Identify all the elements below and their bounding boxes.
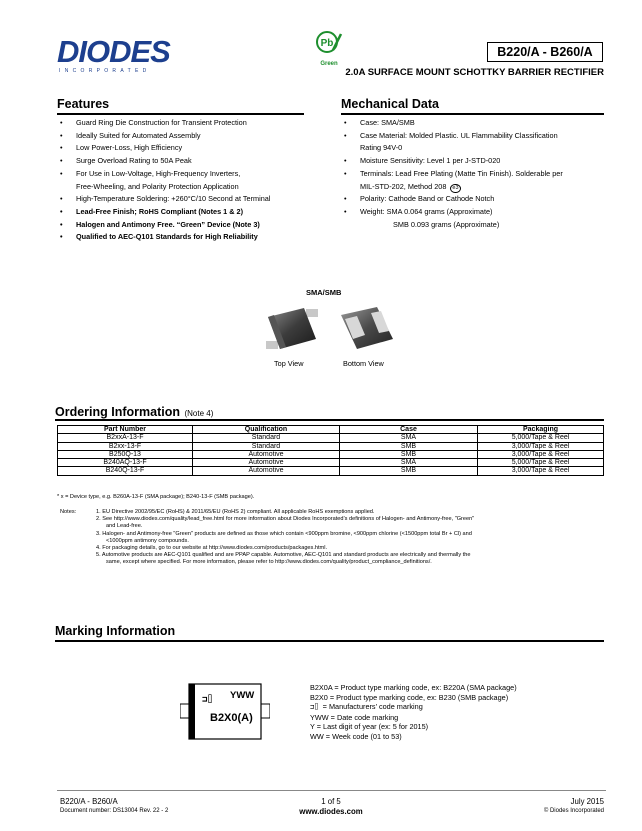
footer-doc-number: Document number: DS13004 Rev. 22 - 2 xyxy=(60,808,169,814)
note-line: and Lead-free. xyxy=(106,523,143,530)
table-cell: B240AQ-13-F xyxy=(58,459,193,467)
table-cell: Standard xyxy=(193,434,340,442)
table-cell: 3,000/Tape & Reel xyxy=(478,450,604,458)
table-cell: B2xxA-13-F xyxy=(58,434,193,442)
feature-item: • Ideally Suited for Automated Assembly xyxy=(57,130,317,143)
footer-page: 1 of 5 xyxy=(321,797,341,806)
table-row xyxy=(58,459,604,467)
feature-item-continuation: Free-Wheeling, and Polarity Protection Application xyxy=(76,181,239,191)
notes-label: Notes: xyxy=(60,509,77,515)
e3-mark: e3 xyxy=(452,184,459,191)
package-label: SMA/SMB xyxy=(306,288,342,297)
ordering-table xyxy=(57,425,604,476)
legend-text: = Manufacturers’ code marking xyxy=(322,702,423,712)
table-cell: 3,000/Tape & Reel xyxy=(478,442,604,450)
bottom-view-caption: Bottom View xyxy=(343,359,384,368)
mechanical-list xyxy=(341,117,606,231)
table-header-row xyxy=(58,426,604,434)
table-cell: B240Q-13-F xyxy=(58,467,193,475)
note-line: same, except where specified. For more information, please refer to http://www.diodes.com/quality/product_compliance_definitions/. xyxy=(106,559,432,566)
legend-line: B2X0A = Product type marking code, ex: B220A (SMA package) xyxy=(310,683,517,692)
table-cell: 3,000/Tape & Reel xyxy=(478,467,604,475)
feature-item: • High-Temperature Soldering: +260°C/10 Second at Terminal xyxy=(57,193,317,206)
ordering-heading: Ordering Information xyxy=(55,405,180,419)
ordering-heading-note: (Note 4) xyxy=(184,409,214,418)
table-cell: Standard xyxy=(193,442,340,450)
footer-copyright: © Diodes Incorporated xyxy=(543,808,604,814)
features-list xyxy=(57,117,317,244)
legend-line: YWW = Date code marking xyxy=(310,712,399,722)
weight-continuation: SMB 0.093 grams (Approximate) xyxy=(393,219,500,229)
feature-item: • Qualified to AEC-Q101 Standards for High Reliability xyxy=(57,231,317,244)
table-cell: SMB xyxy=(340,467,478,475)
feature-item: • For Use in Low-Voltage, High-Frequency Inverters, xyxy=(57,168,317,181)
logo-text: DIODES xyxy=(57,34,170,69)
note-line: 3. Halogen- and Antimony-free "Green" products are defined as those which contain <900ppm bromine, <900ppm chlorine (<1500ppm total Br + Cl) and xyxy=(96,530,472,537)
table-cell: 5,000/Tape & Reel xyxy=(478,459,604,467)
svg-text:⊐⌷: ⊐⌷ xyxy=(202,695,213,705)
part-title: B220/A - B260/A xyxy=(487,42,603,62)
mechanical-item: • Case: SMA/SMB xyxy=(341,117,606,130)
footer-date: July 2015 xyxy=(570,797,604,806)
document-subtitle: 2.0A SURFACE MOUNT SCHOTTKY BARRIER RECTIFIER xyxy=(345,67,604,78)
mechanical-rule xyxy=(341,113,604,115)
mechanical-item: • Case Material: Molded Plastic. UL Flammability Classification xyxy=(341,130,606,143)
legend-line: B2X0 = Product type marking code, ex: B230 (SMB package) xyxy=(310,692,509,702)
marking-heading: Marking Information xyxy=(55,624,176,638)
mechanical-item-continuation xyxy=(341,181,606,194)
column-header: Packaging xyxy=(478,426,604,434)
marking-legend xyxy=(310,683,606,742)
note-line: 4. For packaging details, go to our website at http://www.diodes.com/products/packages.html. xyxy=(96,545,328,552)
footer-part: B220/A - B260/A xyxy=(60,797,118,806)
table-row xyxy=(58,434,604,442)
column-header: Qualification xyxy=(193,426,340,434)
features-heading: Features xyxy=(57,97,110,111)
table-cell: Automotive xyxy=(193,450,340,458)
note-line: 5. Automotive products are AEC-Q101 qualified and are PPAP capable. Automotive, AEC-Q101 and standard products are electrically and thermally the xyxy=(96,552,471,559)
feature-item: • Surge Overload Rating to 50A Peak xyxy=(57,155,317,168)
package-bottom-view-image xyxy=(337,305,397,360)
table-cell: SMA xyxy=(340,459,478,467)
features-rule xyxy=(57,113,304,115)
mechanical-item: • Weight: SMA 0.064 grams (Approximate) xyxy=(341,206,606,219)
device-type-footnote: * x = Device type, e.g. B260A-13-F (SMA package); B240-13-F (SMB package). xyxy=(57,494,255,500)
footer-rule xyxy=(57,790,606,791)
notes-list xyxy=(96,509,606,567)
table-cell: B250Q-13 xyxy=(58,450,193,458)
mil-std-text: MIL-STD-202, Method 208 xyxy=(360,181,447,191)
mechanical-item: • Moisture Sensitivity: Level 1 per J-STD-020 xyxy=(341,155,606,168)
table-cell: Automotive xyxy=(193,459,340,467)
column-header: Case xyxy=(340,426,478,434)
green-label: Green xyxy=(320,61,338,67)
table-cell: SMA xyxy=(340,434,478,442)
table-cell: SMB xyxy=(340,442,478,450)
manufacturer-code-icon: ⊐⌷ xyxy=(310,703,323,712)
table-cell: Automotive xyxy=(193,467,340,475)
marking-rule xyxy=(55,640,604,642)
table-cell: B2xx-13-F xyxy=(58,442,193,450)
ordering-rule xyxy=(55,419,604,421)
mechanical-item: • Terminals: Lead Free Plating (Matte Tin Finish). Solderable per xyxy=(341,168,606,181)
note-line: 2. See http://www.diodes.com/quality/lead_free.html for more information about Diodes Incorporated’s definitions of Halogen- and Antimony-free, "Green" xyxy=(96,516,475,523)
note-line: 1. EU Directive 2002/95/EC (RoHS) & 2011/65/EU (RoHS 2) compliant. All applicable RoHS exemptions applied. xyxy=(96,509,375,515)
feature-item: • Guard Ring Die Construction for Transient Protection xyxy=(57,117,317,130)
feature-item: • Lead-Free Finish; RoHS Compliant (Notes 1 & 2) xyxy=(57,206,317,219)
green-pb-free-icon xyxy=(314,30,344,67)
chip-date-code: YWW xyxy=(230,690,255,701)
feature-item: • Halogen and Antimony Free. “Green” Device (Note 3) xyxy=(57,219,317,232)
table-row xyxy=(58,442,604,450)
mechanical-item-continuation: Rating 94V-0 xyxy=(360,143,403,153)
legend-line xyxy=(310,702,606,713)
table-cell: SMB xyxy=(340,450,478,458)
table-row xyxy=(58,467,604,475)
feature-item: • Low Power-Loss, High Efficiency xyxy=(57,142,317,155)
footer-website[interactable]: www.diodes.com xyxy=(299,807,363,816)
diodes-logo xyxy=(57,36,170,74)
mechanical-heading: Mechanical Data xyxy=(341,97,439,111)
legend-line: WW = Week code (01 to 53) xyxy=(310,731,402,741)
legend-line: Y = Last digit of year (ex: 5 for 2015) xyxy=(310,722,429,732)
table-cell: 5,000/Tape & Reel xyxy=(478,434,604,442)
top-view-caption: Top View xyxy=(274,359,304,368)
mechanical-item: • Polarity: Cathode Band or Cathode Notch xyxy=(341,193,606,206)
note-line: <1000ppm antimony compounds. xyxy=(106,537,189,544)
chip-part-code: B2X0(A) xyxy=(210,712,253,724)
package-top-view-image xyxy=(262,305,322,360)
logo-subtext: INCORPORATED xyxy=(59,68,151,74)
column-header: Part Number xyxy=(58,426,193,434)
table-row xyxy=(58,450,604,458)
svg-text:Pb: Pb xyxy=(320,38,334,49)
